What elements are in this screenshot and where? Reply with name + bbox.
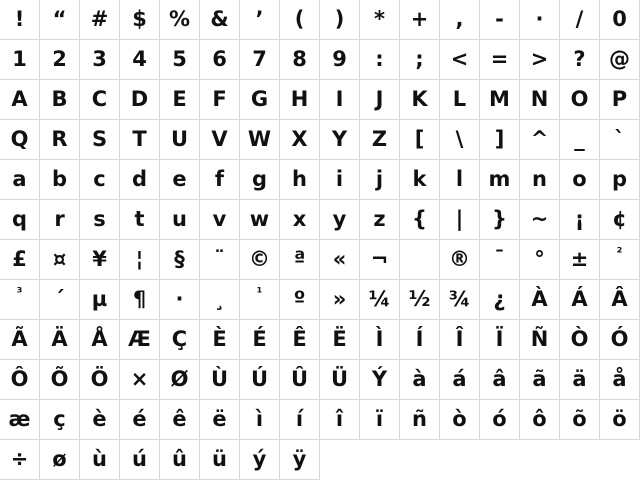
charmap-cell[interactable]: · (160, 280, 200, 320)
charmap-cell[interactable]: q (0, 200, 40, 240)
charmap-cell-empty (400, 440, 440, 480)
charmap-cell[interactable]: n (520, 160, 560, 200)
charmap-cell[interactable]: + (400, 0, 440, 40)
charmap-cell-empty (440, 440, 480, 480)
charmap-cell[interactable]: ã (520, 360, 560, 400)
charmap-cell[interactable]: ¤ (40, 240, 80, 280)
charmap-cell[interactable]: { (400, 200, 440, 240)
charmap-cell[interactable]: Ñ (520, 320, 560, 360)
charmap-cell[interactable]: - (480, 0, 520, 40)
charmap-cell[interactable]: w (240, 200, 280, 240)
charmap-cell[interactable]: 9 (320, 40, 360, 80)
charmap-cell[interactable]: 3 (80, 40, 120, 80)
charmap-cell[interactable]: R (40, 120, 80, 160)
charmap-cell[interactable]: ø (40, 440, 80, 480)
charmap-cell[interactable]: ¿ (480, 280, 520, 320)
charmap-cell[interactable]: W (240, 120, 280, 160)
charmap-cell[interactable]: ] (480, 120, 520, 160)
charmap-cell[interactable]: ý (240, 440, 280, 480)
charmap-cell[interactable]: æ (0, 400, 40, 440)
charmap-cell[interactable]: ä (560, 360, 600, 400)
charmap-cell[interactable]: : (360, 40, 400, 80)
charmap-cell[interactable]: ( (280, 0, 320, 40)
charmap-cell[interactable]: ÷ (0, 440, 40, 480)
charmap-cell[interactable]: º (280, 280, 320, 320)
charmap-cell[interactable]: ó (480, 400, 520, 440)
charmap-cell[interactable]: 8 (280, 40, 320, 80)
charmap-cell[interactable]: > (520, 40, 560, 80)
charmap-cell[interactable]: 0 (600, 0, 640, 40)
charmap-cell[interactable]: U (160, 120, 200, 160)
charmap-cell[interactable]: j (360, 160, 400, 200)
charmap-cell[interactable]: ¸ (200, 280, 240, 320)
charmap-cell[interactable]: Æ (120, 320, 160, 360)
charmap-cell[interactable]: J (360, 80, 400, 120)
charmap-cell[interactable]: 5 (160, 40, 200, 80)
charmap-cell[interactable]: Ú (240, 360, 280, 400)
charmap-cell[interactable]: E (160, 80, 200, 120)
charmap-cell[interactable]: N (520, 80, 560, 120)
charmap-cell-empty (600, 440, 640, 480)
charmap-cell[interactable]: Z (360, 120, 400, 160)
charmap-cell[interactable]: á (440, 360, 480, 400)
charmap-cell[interactable]: Ì (360, 320, 400, 360)
charmap-cell[interactable]: £ (0, 240, 40, 280)
charmap-cell[interactable]: ^ (520, 120, 560, 160)
charmap-cell[interactable]: 1 (0, 40, 40, 80)
charmap-cell[interactable]: M (480, 80, 520, 120)
charmap-cell[interactable]: é (120, 400, 160, 440)
charmap-cell[interactable]: c (80, 160, 120, 200)
charmap-cell[interactable]: µ (80, 280, 120, 320)
charmap-cell[interactable]: ï (360, 400, 400, 440)
charmap-cell[interactable]: S (80, 120, 120, 160)
charmap-cell[interactable]: X (280, 120, 320, 160)
charmap-cell[interactable]: Ý (360, 360, 400, 400)
charmap-cell[interactable]: Î (440, 320, 480, 360)
charmap-cell[interactable]: p (600, 160, 640, 200)
charmap-cell[interactable]: L (440, 80, 480, 120)
charmap-cell[interactable]: $ (120, 0, 160, 40)
charmap-cell[interactable]: [ (400, 120, 440, 160)
charmap-cell[interactable]: Í (400, 320, 440, 360)
charmap-cell[interactable]: × (120, 360, 160, 400)
charmap-cell[interactable]: b (40, 160, 80, 200)
charmap-cell-empty (480, 440, 520, 480)
charmap-cell[interactable]: f (200, 160, 240, 200)
charmap-cell[interactable]: É (240, 320, 280, 360)
charmap-cell[interactable]: Ó (600, 320, 640, 360)
charmap-cell[interactable]: z (360, 200, 400, 240)
charmap-cell[interactable]: ; (400, 40, 440, 80)
charmap-cell[interactable]: < (440, 40, 480, 80)
charmap-cell[interactable]: ¯ (480, 240, 520, 280)
charmap-cell[interactable]: 2 (40, 40, 80, 80)
charmap-cell[interactable]: a (0, 160, 40, 200)
charmap-cell-empty (360, 440, 400, 480)
charmap-cell[interactable]: # (80, 0, 120, 40)
charmap-cell[interactable]: ³ (0, 280, 40, 320)
charmap-cell[interactable]: å (600, 360, 640, 400)
charmap-cell[interactable]: “ (40, 0, 80, 40)
charmap-cell[interactable]: \ (440, 120, 480, 160)
charmap-cell[interactable]: O (560, 80, 600, 120)
charmap-cell[interactable]: À (520, 280, 560, 320)
charmap-cell[interactable]: u (160, 200, 200, 240)
charmap-cell[interactable]: ¬ (360, 240, 400, 280)
charmap-cell[interactable]: @ (600, 40, 640, 80)
charmap-cell[interactable]: ì (240, 400, 280, 440)
charmap-cell[interactable]: ) (320, 0, 360, 40)
charmap-cell[interactable]: P (600, 80, 640, 120)
charmap-cell[interactable]: 6 (200, 40, 240, 80)
charmap-cell[interactable]: ô (520, 400, 560, 440)
charmap-cell[interactable]: Ü (320, 360, 360, 400)
charmap-cell[interactable]: s (80, 200, 120, 240)
charmap-cell[interactable]: t (120, 200, 160, 240)
charmap-cell[interactable]: y (320, 200, 360, 240)
charmap-cell[interactable]: H (280, 80, 320, 120)
charmap-cell[interactable]: ú (120, 440, 160, 480)
charmap-cell[interactable]: T (120, 120, 160, 160)
charmap-cell[interactable]: ¢ (600, 200, 640, 240)
charmap-cell[interactable]: C (80, 80, 120, 120)
charmap-cell[interactable]: Û (280, 360, 320, 400)
charmap-cell[interactable]: Á (560, 280, 600, 320)
charmap-cell[interactable]: » (320, 280, 360, 320)
charmap-cell[interactable]: Q (0, 120, 40, 160)
charmap-cell[interactable]: ü (200, 440, 240, 480)
charmap-cell[interactable]: Ô (0, 360, 40, 400)
charmap-cell[interactable]: d (120, 160, 160, 200)
charmap-cell[interactable]: í (280, 400, 320, 440)
charmap-cell[interactable]: V (200, 120, 240, 160)
charmap-cell[interactable]: k (400, 160, 440, 200)
charmap-cell[interactable]: ¼ (360, 280, 400, 320)
charmap-cell[interactable]: Ò (560, 320, 600, 360)
charmap-cell[interactable]: ¾ (440, 280, 480, 320)
charmap-cell[interactable] (400, 240, 440, 280)
charmap-cell[interactable]: ¥ (80, 240, 120, 280)
charmap-cell[interactable]: ± (560, 240, 600, 280)
charmap-cell[interactable]: ª (280, 240, 320, 280)
charmap-cell[interactable]: 4 (120, 40, 160, 80)
charmap-cell[interactable]: à (400, 360, 440, 400)
charmap-cell[interactable]: ë (200, 400, 240, 440)
charmap-cell[interactable]: & (200, 0, 240, 40)
charmap-cell-empty (560, 440, 600, 480)
charmap-cell[interactable]: ° (520, 240, 560, 280)
charmap-cell[interactable]: î (320, 400, 360, 440)
charmap-cell[interactable]: È (200, 320, 240, 360)
charmap-cell[interactable]: © (240, 240, 280, 280)
charmap-cell[interactable]: â (480, 360, 520, 400)
charmap-cell[interactable]: Ë (320, 320, 360, 360)
charmap-cell[interactable]: ù (80, 440, 120, 480)
charmap-cell[interactable]: i (320, 160, 360, 200)
charmap-cell[interactable]: ç (40, 400, 80, 440)
charmap-cell[interactable]: Ã (0, 320, 40, 360)
charmap-cell[interactable]: D (120, 80, 160, 120)
charmap-cell[interactable]: ÿ (280, 440, 320, 480)
charmap-cell[interactable]: Å (80, 320, 120, 360)
charmap-cell[interactable]: Õ (40, 360, 80, 400)
charmap-cell[interactable]: ½ (400, 280, 440, 320)
charmap-cell[interactable]: ¨ (200, 240, 240, 280)
charmap-cell[interactable]: ¦ (120, 240, 160, 280)
charmap-cell[interactable]: û (160, 440, 200, 480)
charmap-cell[interactable]: _ (560, 120, 600, 160)
charmap-cell[interactable]: § (160, 240, 200, 280)
charmap-cell[interactable]: I (320, 80, 360, 120)
charmap-cell[interactable]: B (40, 80, 80, 120)
charmap-cell[interactable]: x (280, 200, 320, 240)
charmap-cell-empty (520, 440, 560, 480)
charmap-cell[interactable]: ® (440, 240, 480, 280)
charmap-cell[interactable]: = (480, 40, 520, 80)
charmap-cell[interactable]: « (320, 240, 360, 280)
charmap-cell[interactable]: | (440, 200, 480, 240)
charmap-cell[interactable]: · (520, 0, 560, 40)
charmap-cell[interactable]: m (480, 160, 520, 200)
charmap-cell[interactable]: ² (600, 240, 640, 280)
charmap-cell[interactable]: / (560, 0, 600, 40)
charmap-cell[interactable]: , (440, 0, 480, 40)
charmap-cell[interactable]: K (400, 80, 440, 120)
charmap-cell[interactable]: Ö (80, 360, 120, 400)
charmap-cell[interactable]: ? (560, 40, 600, 80)
charmap-cell[interactable]: ò (440, 400, 480, 440)
charmap-cell[interactable]: Ç (160, 320, 200, 360)
charmap-cell[interactable]: ` (600, 120, 640, 160)
charmap-cell-empty (320, 440, 360, 480)
charmap-cell[interactable]: è (80, 400, 120, 440)
charmap-cell[interactable]: r (40, 200, 80, 240)
charmap-cell[interactable]: v (200, 200, 240, 240)
charmap-cell[interactable]: A (0, 80, 40, 120)
charmap-cell[interactable]: ¡ (560, 200, 600, 240)
charmap-cell[interactable]: ö (600, 400, 640, 440)
charmap-cell[interactable]: * (360, 0, 400, 40)
charmap-cell[interactable]: e (160, 160, 200, 200)
charmap-cell[interactable]: Ï (480, 320, 520, 360)
charmap-cell[interactable]: õ (560, 400, 600, 440)
charmap-cell[interactable]: o (560, 160, 600, 200)
charmap-cell[interactable]: ’ (240, 0, 280, 40)
charmap-cell[interactable]: } (480, 200, 520, 240)
charmap-cell[interactable]: ´ (40, 280, 80, 320)
charmap-cell[interactable]: ! (0, 0, 40, 40)
charmap-cell[interactable]: Â (600, 280, 640, 320)
charmap-cell[interactable]: Ê (280, 320, 320, 360)
charmap-cell[interactable]: % (160, 0, 200, 40)
charmap-cell[interactable]: Ä (40, 320, 80, 360)
charmap-cell[interactable]: ê (160, 400, 200, 440)
charmap-cell[interactable]: ñ (400, 400, 440, 440)
charmap-cell[interactable]: l (440, 160, 480, 200)
charmap-cell[interactable]: h (280, 160, 320, 200)
charmap-cell[interactable]: G (240, 80, 280, 120)
charmap-cell[interactable]: g (240, 160, 280, 200)
charmap-cell[interactable]: ¹ (240, 280, 280, 320)
charmap-cell[interactable]: F (200, 80, 240, 120)
charmap-cell[interactable]: Y (320, 120, 360, 160)
charmap-cell[interactable]: ¶ (120, 280, 160, 320)
charmap-cell[interactable]: Ù (200, 360, 240, 400)
charmap-cell[interactable]: Ø (160, 360, 200, 400)
charmap-cell[interactable]: 7 (240, 40, 280, 80)
charmap-cell[interactable]: ~ (520, 200, 560, 240)
